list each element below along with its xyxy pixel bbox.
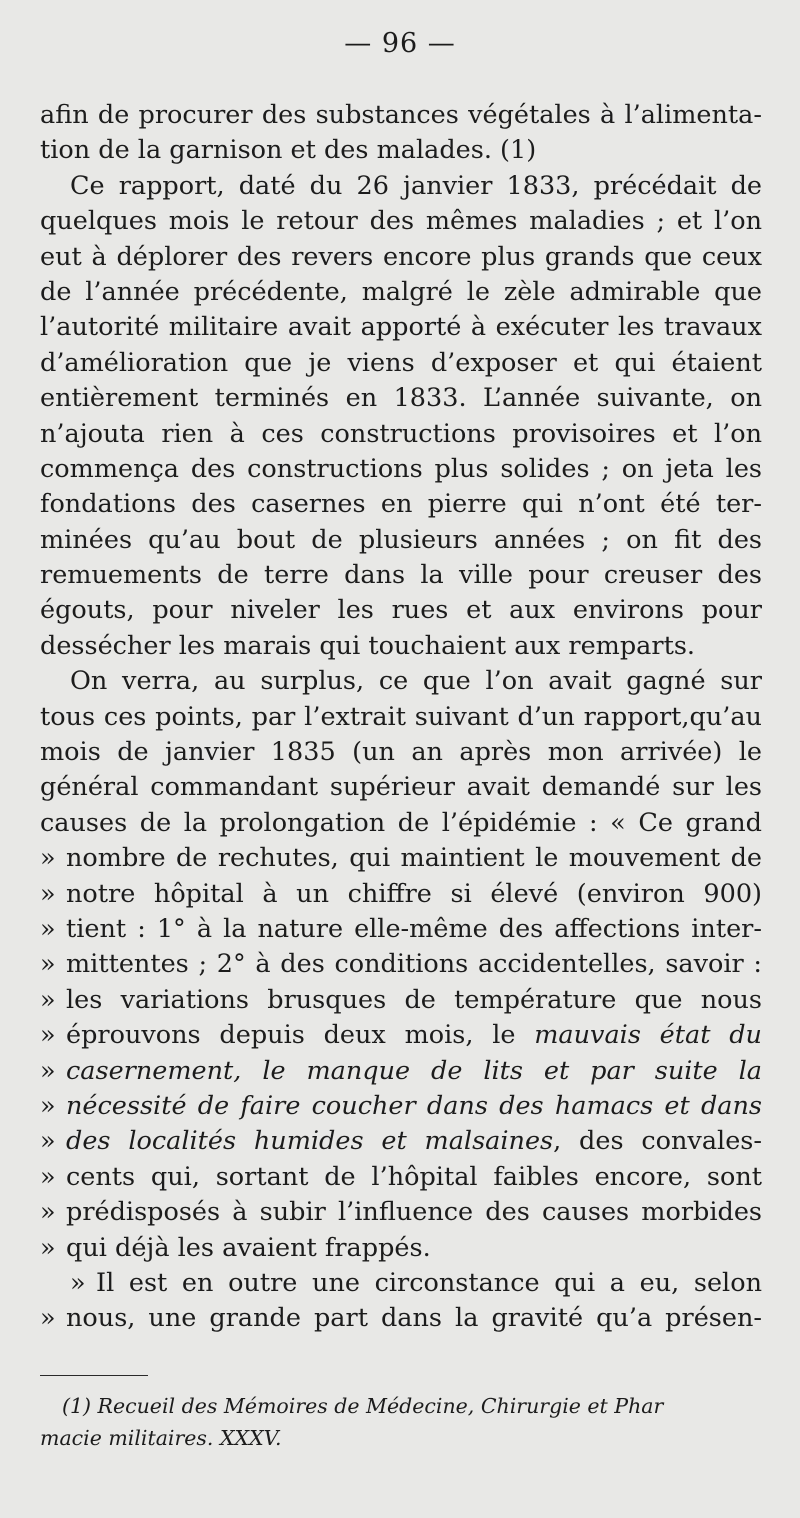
text-line: afin de procurer des substances végétales à l’alimenta- bbox=[40, 100, 762, 130]
quoted-line bbox=[40, 1054, 762, 1089]
text-line: dessécher les marais qui touchaient aux remparts. bbox=[40, 630, 696, 661]
quote-mark: » bbox=[40, 843, 56, 874]
quote-mark: » bbox=[40, 984, 56, 1015]
italic-text: casernement, le manque de lits et par suite la bbox=[66, 1055, 762, 1086]
text-line: fondations des casernes en pierre qui n’ont été ter- bbox=[40, 489, 762, 520]
text-line: n’ajouta rien à ces constructions provisoires et l’on bbox=[40, 418, 762, 449]
footnote-line: (1) Recueil des Mémoires de Médecine, Chirurgie et Phar bbox=[62, 1394, 664, 1418]
quoted-line bbox=[40, 1231, 762, 1266]
text-line: eut à déplorer des revers encore plus grands que ceux bbox=[40, 241, 762, 272]
text-line: entièrement terminés en 1833. L’année suivante, on bbox=[40, 383, 762, 414]
quoted-text: nous, une grande part dans la gravité qu’a présen- bbox=[66, 1303, 762, 1334]
quoted-text: Il est en outre une circonstance qui a eu, selon bbox=[96, 1267, 762, 1298]
quoted-text: éprouvons depuis deux mois, le bbox=[66, 1020, 535, 1051]
quoted-line bbox=[40, 1195, 762, 1230]
quoted-text: mittentes ; 2° à des conditions accidentelles, savoir : bbox=[66, 949, 762, 980]
quoted-text: prédisposés à subir l’influence des causes morbides bbox=[66, 1197, 762, 1228]
quote-mark: » bbox=[40, 949, 56, 980]
paragraph-start-line: Ce rapport, daté du 26 janvier 1833, précédait de bbox=[70, 170, 762, 201]
text-line: l’autorité militaire avait apporté à exécuter les travaux bbox=[40, 312, 762, 343]
quote-mark: » bbox=[40, 913, 56, 944]
italic-text: mauvais état du bbox=[534, 1020, 762, 1051]
italic-text: des localités humides et malsaines bbox=[66, 1126, 554, 1157]
quote-mark: » bbox=[70, 1267, 86, 1298]
quote-mark: » bbox=[40, 1232, 56, 1263]
quote-mark: » bbox=[40, 1055, 56, 1086]
text-line: commença des constructions plus solides ; on jeta les bbox=[40, 453, 762, 484]
text-line: mois de janvier 1835 (un an après mon arrivée) le bbox=[40, 737, 762, 768]
text-line: minées qu’au bout de plusieurs années ; on fit des bbox=[40, 524, 762, 555]
quote-mark: » bbox=[40, 1020, 56, 1051]
text-line: remuements de terre dans la ville pour creuser des bbox=[40, 560, 762, 591]
quoted-text: qui déjà les avaient frappés. bbox=[66, 1232, 431, 1263]
quote-mark: » bbox=[40, 1090, 56, 1121]
quote-mark: » bbox=[40, 1303, 56, 1334]
quoted-line bbox=[40, 877, 762, 912]
paragraph-start-line: On verra, au surplus, ce que l’on avait gagné sur bbox=[70, 666, 762, 697]
quoted-line bbox=[40, 1301, 762, 1336]
quoted-line bbox=[40, 841, 762, 876]
quoted-text: tient : 1° à la nature elle-même des affections inter- bbox=[66, 913, 762, 944]
text-line: tion de la garnison et des malades. (1) bbox=[40, 135, 537, 166]
italic-text: nécessité de faire coucher dans des hamacs et dans bbox=[66, 1090, 762, 1121]
quoted-text: les variations brusques de température que nous bbox=[66, 984, 762, 1015]
quoted-line bbox=[40, 1160, 762, 1195]
footnote bbox=[40, 1390, 762, 1454]
quoted-text: , des convales- bbox=[553, 1126, 762, 1157]
quoted-line bbox=[40, 983, 762, 1018]
text-line: de l’année précédente, malgré le zèle admirable que bbox=[40, 276, 762, 307]
page-number: — 96 — bbox=[344, 28, 456, 59]
quote-mark: » bbox=[40, 1126, 56, 1157]
footnote-line: macie militaires. XXXV. bbox=[40, 1426, 282, 1450]
quoted-text: notre hôpital à un chiffre si élevé (environ 900) bbox=[66, 878, 762, 909]
quote-mark: » bbox=[40, 878, 56, 909]
text-line: général commandant supérieur avait demandé sur les bbox=[40, 772, 762, 803]
quoted-paragraph-start-line bbox=[40, 1266, 762, 1301]
text-line: d’amélioration que je viens d’exposer et qui étaient bbox=[40, 347, 762, 378]
text-line: tous ces points, par l’extrait suivant d’un rapport,qu’au bbox=[40, 701, 762, 732]
quoted-line bbox=[40, 912, 762, 947]
body-text bbox=[40, 98, 762, 1337]
quote-mark: » bbox=[40, 1161, 56, 1192]
quoted-text: nombre de rechutes, qui maintient le mouvement de bbox=[66, 843, 762, 874]
text-line: causes de la prolongation de l’épidémie : « Ce grand bbox=[40, 807, 762, 838]
text-line: égouts, pour niveler les rues et aux environs pour bbox=[40, 595, 762, 626]
quoted-line bbox=[40, 947, 762, 982]
footnote-divider bbox=[40, 1375, 148, 1376]
quoted-text: cents qui, sortant de l’hôpital faibles encore, sont bbox=[66, 1161, 762, 1192]
quoted-line bbox=[40, 1124, 762, 1159]
quote-mark: » bbox=[40, 1197, 56, 1228]
text-line: quelques mois le retour des mêmes maladies ; et l’on bbox=[40, 206, 762, 237]
quoted-line bbox=[40, 1018, 762, 1053]
quoted-line bbox=[40, 1089, 762, 1124]
